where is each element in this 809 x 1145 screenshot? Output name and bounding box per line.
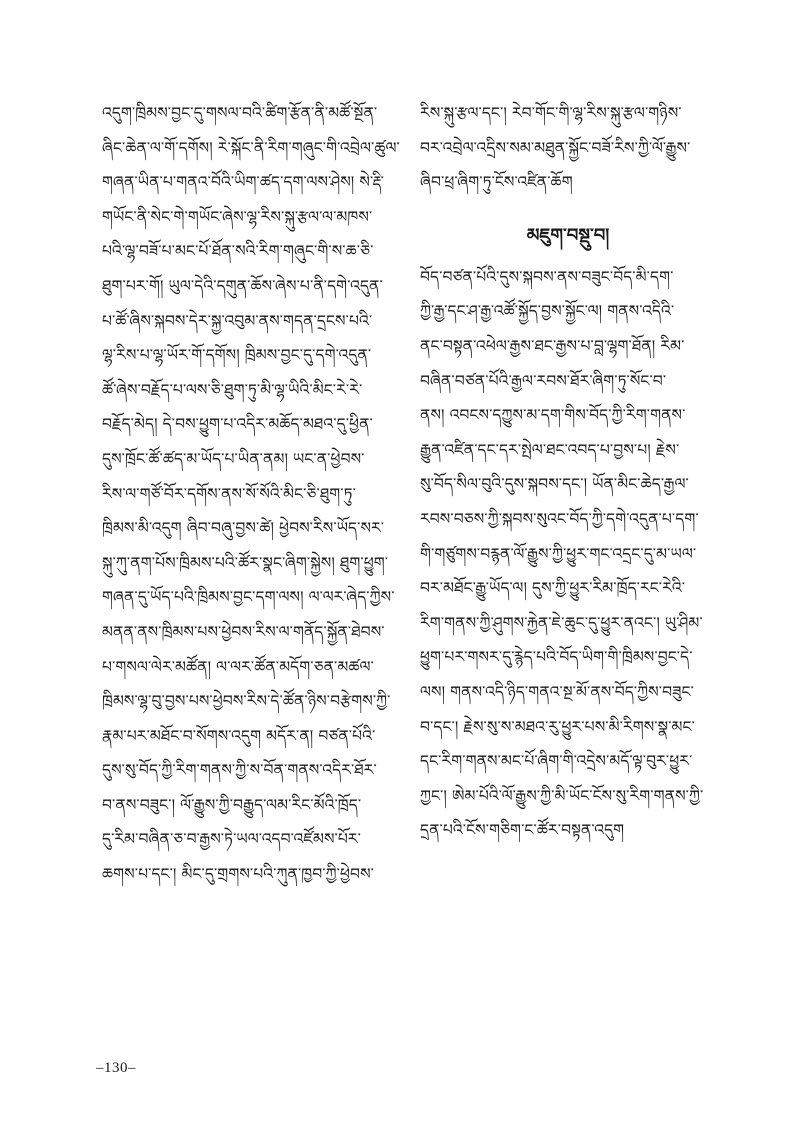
- text-line: རྒྱུན་འཛིན་དང་དར་སྤེལ་ཐང་འབད་པ་བྱས་པ། རྗེས་: [420, 440, 680, 459]
- text-line: པ་གསལ་ལེར་མཚོན། ལ་ལར་ཚོན་མདོག་ཅན་མཚལ་: [102, 657, 374, 676]
- text-line: ཀྱང་། ཨེམ་པོའི་ལོ་རྒྱུས་ཀྱི་མི་ཡོང་ངོས་སུ་རིག་གནས་ཀྱི་: [420, 786, 704, 805]
- text-line: རིས་ལ་གཙོ་བོར་དགོས་ནས་སོ་སོའི་མིང་ཅི་ཐུག་ཏུ་: [102, 484, 356, 503]
- text-line: རྣམ་པར་མཐོང་བ་སོགས་འདུག མདོར་ན། བཙན་པོའི་: [102, 726, 376, 745]
- text-line: བརྗོད་མེད། དེ་བས་ཕྱུག་པ་འདིར་མཆོད་མཐའ་དུ་ཕྱིན་: [102, 415, 373, 434]
- text-line: འདུག་ཁྲིམས་བྱང་དུ་གསལ་བའི་ཚིག་རྩོན་ནི་མཚོ་སྔོན་: [102, 104, 378, 122]
- text-line: ཚོ་ཞེས་བརྗོད་པ་ལས་ཅི་ཐུག་ཏུ་མི་ལྷ་ཡིའི་མིང་རེ་རེ་: [102, 380, 363, 399]
- text-line: པའི་ལྷ་བཟོ་པ་མང་པོ་ཐོན་སའི་རིག་གཞུང་གི་ས་ཆ་ཅི་: [102, 242, 374, 261]
- section-heading-conclusion: མཇུག་བསྡུ་བ།: [526, 224, 610, 246]
- text-line: པ་ཚོ་ཞིས་སྐབས་དེར་སྐྱ་འབུམ་ནས་གདན་དྲངས་པའི་: [102, 311, 373, 330]
- text-line: ཞིང་ཆེན་ལ་གོ་དགོས། རེ་སྐོང་ནི་རིག་གཞུང་གི་འབྲེལ་ཚུལ་: [102, 138, 400, 157]
- text-line: རབས་བཅས་ཀྱི་སྐབས་སུའང་བོད་ཀྱི་དགེ་འདུན་པ་དག་: [420, 509, 699, 528]
- text-line: བ་ནས་བཟུང་། ལོ་རྒྱུས་ཀྱི་བརྒྱུད་ལམ་རིང་མོའི་ཁྲོད་: [102, 795, 362, 814]
- text-line: མནན་ནས་ཁྲིམས་པས་ཕྱེབས་རིས་ལ་གནོད་སྐྱོན་ཐེབས་: [102, 622, 385, 641]
- text-line: ཕྱུག་པར་གསར་དུ་རྙེད་པའི་བོད་ཡིག་གི་ཁྲིམས་བྱང་དེ་: [420, 648, 693, 667]
- text-line: རིས་སྐུ་རྩལ་དང་། རེབ་གོང་གི་ལྷ་རིས་སྐུ་རྩལ་གཉིས་: [420, 104, 682, 122]
- text-line: ནས། འབངས་དཀྱུས་མ་དག་གིས་བོད་ཀྱི་རིག་གནས་: [420, 406, 686, 425]
- text-line: དྲན་པའི་ངོས་གཅིག་ང་ཚོར་བསྟན་འདུག: [420, 821, 625, 840]
- text-line: བཞིན་བཙན་པོའི་རྒྱལ་རབས་ཐོར་ཞིག་ཏུ་སོང་བ་: [420, 371, 667, 390]
- conclusion-paragraph: [420, 260, 716, 848]
- text-line: ལས། གནས་འདི་ཉིད་གནའ་སྔ་མོ་ནས་བོད་ཀྱིས་བཟུང་: [420, 682, 694, 701]
- text-line: ཀྱི་རྒྱ་དང་ཤ་རྒྱ་འཚོ་སྐྱོད་བྱས་སྐྱོང་ལ། གནས་འདིའི་: [420, 302, 675, 321]
- text-line: བར་འབྲེལ་འདྲིས་སམ་མཐུན་སྐྱོང་བཟོ་རིས་ཀྱི་ལོ་རྒྱུས་: [420, 138, 691, 157]
- text-line: ཞིབ་ཕྲ་ཞིག་ཏུ་ངོས་འཛིན་ཆོག: [420, 173, 573, 192]
- text-line: དུ་རིམ་བཞིན་ཅ་བ་རྒྱས་ཏེ་ཡལ་འདབ་འཛོམས་པོར་: [102, 830, 362, 849]
- text-line: དུས་ཁྲོང་ཚོ་ཚད་མ་ཡོད་པ་ཡིན་ནམ། ཡང་ན་ཕྱེབས་: [102, 449, 365, 468]
- text-line: ཁྲིམས་ལྷ་བུ་བྱས་པས་ཕྱེབས་རིས་དེ་ཚོན་ཉིས་བརྩེགས་ཀྱི་: [102, 692, 391, 711]
- text-line: དུས་སུ་བོད་ཀྱི་རིག་གནས་ཀྱི་ས་བོན་གནས་འདིར་ཐོར་: [102, 761, 377, 780]
- text-line: གཞན་དུ་ཡོད་པའི་ཁྲིམས་བྱང་དག་ལས། ལ་ལར་ཞེད་ཀྱིས་: [102, 588, 395, 607]
- text-line: རིག་གནས་ཀྱི་ཤུགས་རྐྱེན་ཇེ་ཆུང་དུ་ཕྱུར་ནའང་། ཡུ་ཤིམ་: [420, 613, 703, 632]
- text-line: གཡོང་ནི་སེང་གེ་གཡོང་ཞེས་ལྷ་རིས་སྐུ་རྩལ་ལ་མཁས་: [102, 207, 373, 226]
- text-line: བ་དང་། རྗེས་སུ་ས་མཐའ་རུ་ཕྱུར་པས་མི་རིགས་སྣ་མང་: [420, 717, 695, 736]
- right-column-paragraph: [420, 96, 716, 200]
- text-line: སྐུ་ཀུ་ནག་པོས་ཁྲིམས་པའི་ཚོར་སྣང་ཞིག་སྐྱེས། ཐུག་ཕྱུག་: [102, 553, 389, 572]
- page-number: –130–: [96, 1060, 136, 1076]
- text-line: ཁྲིམས་མི་འདུག ཞིབ་བཞུ་བྱས་ཚེ། ཕྱེབས་རིས་ཡོད་སར་: [102, 519, 385, 538]
- text-line: དང་རིག་གནས་མང་པོ་ཞིག་གི་འདྲེས་མདོ་ལྟ་བུར་ཕྱུར་: [420, 752, 693, 771]
- text-line: ནང་བསྟན་འཕེལ་རྒྱས་ཐང་རྒྱས་པ་བླ་ལྷག་ཐོན། རིམ་: [420, 336, 685, 355]
- text-line: བོད་བཙན་པོའི་དུས་སྐབས་ནས་བཟུང་བོད་མི་དག་: [420, 267, 674, 286]
- text-line: ལྷ་རིས་པ་ལྷ་ཡོར་གོ་དགོས། ཁྲིམས་བྱང་དུ་དགེ་འདུན་: [102, 346, 372, 365]
- right-text-column: [420, 96, 716, 848]
- text-line: སུ་བོད་སིལ་བུའི་དུས་སྐབས་དང་། ཡོན་མིང་ཆེད་རྒྱལ་: [420, 475, 689, 494]
- text-line: ཆགས་པ་དང་། མིང་དུ་གྲགས་པའི་ཀུན་ཁྱབ་ཀྱི་ཕྱེབས་: [102, 865, 375, 884]
- left-text-column: [102, 96, 400, 892]
- text-line: གཞན་ཡིན་པ་གནའ་བོའི་ཡིག་ཚད་དག་ལས་ཤེས། སེ་རྡི་: [102, 173, 384, 192]
- text-line: བར་མཐོང་རྒྱུ་ཡོད་ལ། དུས་ཀྱི་ཕྱུར་རིམ་ཁྲོད་རང་རེའི་: [420, 579, 686, 598]
- text-line: གི་གཙུགས་བརྙན་ལོ་རྒྱུས་ཀྱི་ཕྱུར་གང་འདྲང་དུ་མ་ཡལ་: [420, 544, 697, 563]
- text-line: ཐུག་པར་གོ། ཡུལ་དེའི་དགུན་ཆོས་ཞེས་པ་ནི་དགེ་འདུན་: [102, 276, 383, 295]
